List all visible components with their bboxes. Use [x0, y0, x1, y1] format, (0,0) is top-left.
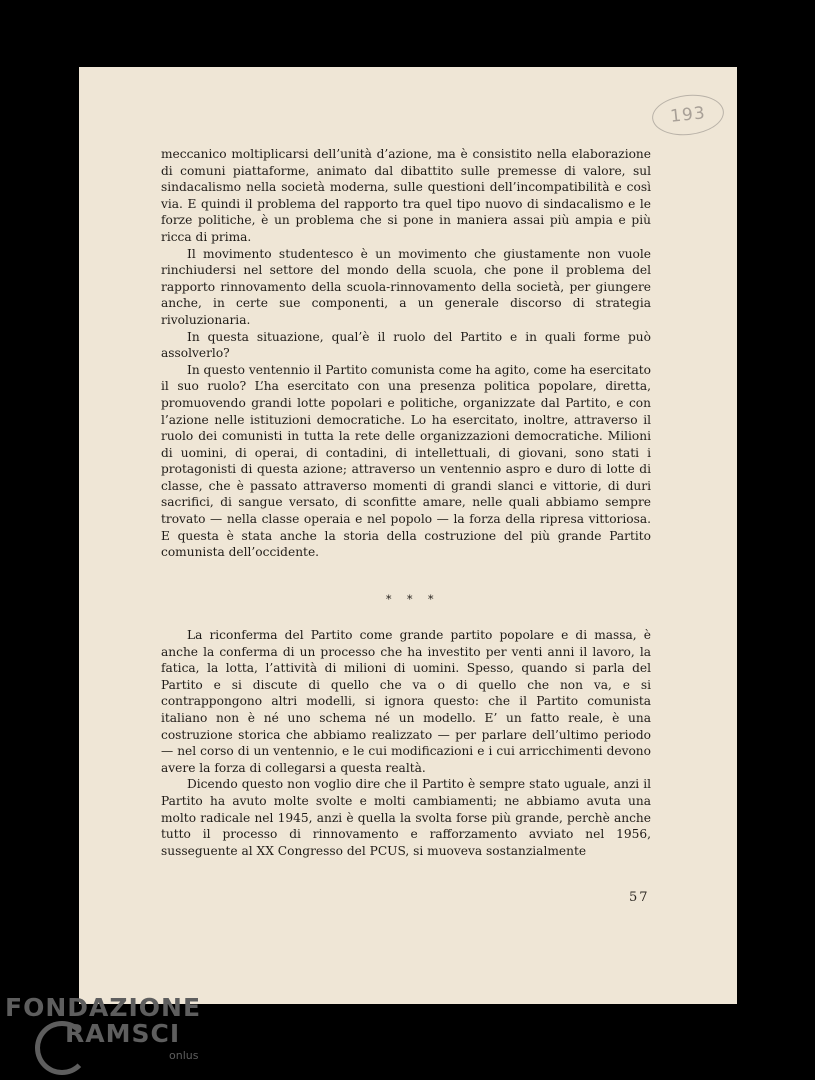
handwritten-page-annotation: 193 — [650, 91, 726, 138]
paragraph: Il movimento studentesco è un movimento che giustamente non vuole rinchiudersi nel settore del mondo della scuola, che pone il problema del rapporto rinnovamento della scuola-rinnovamento della società, per giungere anche, in certe sue componenti, a un generale discorso di strategia rivoluzionaria. — [161, 246, 651, 327]
paragraph: In questo ventennio il Partito comunista come ha agito, come ha esercitato il suo ruolo? L’ha esercitato con una presenza politica popolare, diretta, promuovendo grandi lotte popolari e politiche, organizzate dal Partito, e con l’azione nelle istituzioni democratiche. Lo ha esercitato, inoltre, attraverso il ruolo dei comunisti in tutta la rete delle organizzazioni democratiche. Milioni di uomini, di operai, di contadini, di intellettuali, di giovani, sono stati i protagonisti di questa azione; attraverso un ventennio aspro e duro di lotte di classe, che è passato attraverso momenti di grandi slanci e vittorie, di duri sacrifici, di sangue versato, di sconfitte amare, nelle quali abbiamo sempre trovato — nella classe operaia e nel popolo — la forza della ripresa vittoriosa. E questa è stata anche la storia della costruzione del più grande Partito comunista dell’occidente. — [161, 362, 651, 560]
paragraph: In questa situazione, qual’è il ruolo del Partito e in quali forme può assolverlo? — [161, 329, 651, 361]
paragraph: La riconferma del Partito come grande partito popolare e di massa, è anche la conferma di un processo che ha investito per venti anni il lavoro, la fatica, la lotta, l’attività di milioni di uomini. Spesso, quando si parla del Partito e si discute di quello che va o di quello che non va, e si contrappongono altri modelli, si ignora questo: che il Partito comunista italiano non è né uno schema né un modello. E’ un fatto reale, è una costruzione storica che abbiamo realizzato — per parlare dell’ultimo periodo — nel corso di un ventennio, e le cui modificazioni e i cui arricchimenti devono avere la forza di collegarsi a questa realtà. — [161, 628, 651, 775]
paragraph: Dicendo questo non voglio dire che il Partito è sempre stato uguale, anzi il Partito ha avuto molte svolte e molti cambiamenti; ne abbiamo avuta una molto radicale nel 1945, anzi è quella la svolta forse più grande, perchè anche tutto il processo di rinnovamento e rafforzamento avviato nel 1956, susseguente al XX Congresso del PCUS, si muoveva sostanzialmente — [161, 777, 651, 858]
text-block-lower — [161, 627, 651, 859]
foundation-logo — [5, 993, 205, 1073]
page-number: 57 — [629, 890, 650, 905]
text-block-upper — [161, 146, 651, 561]
logo-line-3: onlus — [169, 1049, 199, 1062]
logo-line-1: FONDAZIONE — [5, 993, 202, 1022]
section-separator: * * * — [386, 593, 440, 606]
logo-line-2: RAMSCI — [65, 1019, 181, 1048]
paragraph: meccanico moltiplicarsi dell’unità d’azione, ma è consistito nella elaborazione di comuni piattaforme, animato dal dibattito sulle premesse di valore, sul sindacalismo nella società moderna, sulle questioni dell’incompatibilità e così via. E quindi il problema del rapporto tra quel tipo nuovo di sindacalismo e le forze politiche, è un problema che si pone in maniera assai più ampia e più ricca di prima. — [161, 147, 651, 244]
